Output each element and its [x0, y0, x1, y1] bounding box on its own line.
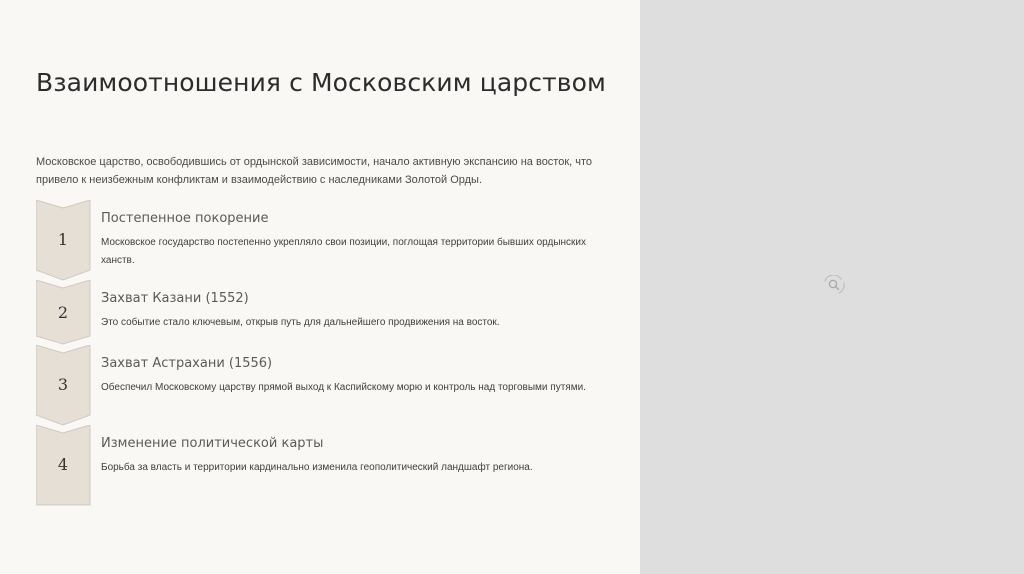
step-title: Захват Астрахани (1556): [101, 356, 273, 371]
timeline-step: [36, 425, 596, 505]
slide-title: Взаимоотношения с Московским царством: [36, 68, 606, 97]
step-title: Изменение политической карты: [101, 436, 324, 451]
step-number: 2: [57, 303, 69, 322]
step-number: 3: [57, 375, 69, 394]
timeline-step: [36, 200, 596, 280]
timeline-step: [36, 280, 596, 345]
step-number: 4: [57, 455, 69, 474]
intro-text: Московское царство, освободившись от ордынской зависимости, начало активную экспансию на восток, что привело к неизбежным конфликтам и взаимодействию с наследниками Золотой Орды.: [36, 156, 593, 186]
step-number: 1: [57, 230, 69, 249]
step-description: Московское государство постепенно укрепляло свои позиции, поглощая территории бывших ордынских ханств.: [101, 237, 586, 266]
timeline-step: [36, 345, 596, 425]
search-loading-icon: [821, 275, 847, 295]
step-description: Обеспечил Московскому царству прямой выход к Каспийскому морю и контроль над торговыми путями.: [101, 382, 586, 393]
step-description: Борьба за власть и территории кардинально изменила геополитический ландшафт региона.: [101, 462, 533, 473]
side-panel: [640, 0, 1024, 574]
step-title: Постепенное покорение: [101, 211, 269, 226]
step-description: Это событие стало ключевым, открыв путь для дальнейшего продвижения на восток.: [101, 317, 500, 328]
step-title: Захват Казани (1552): [101, 291, 249, 306]
